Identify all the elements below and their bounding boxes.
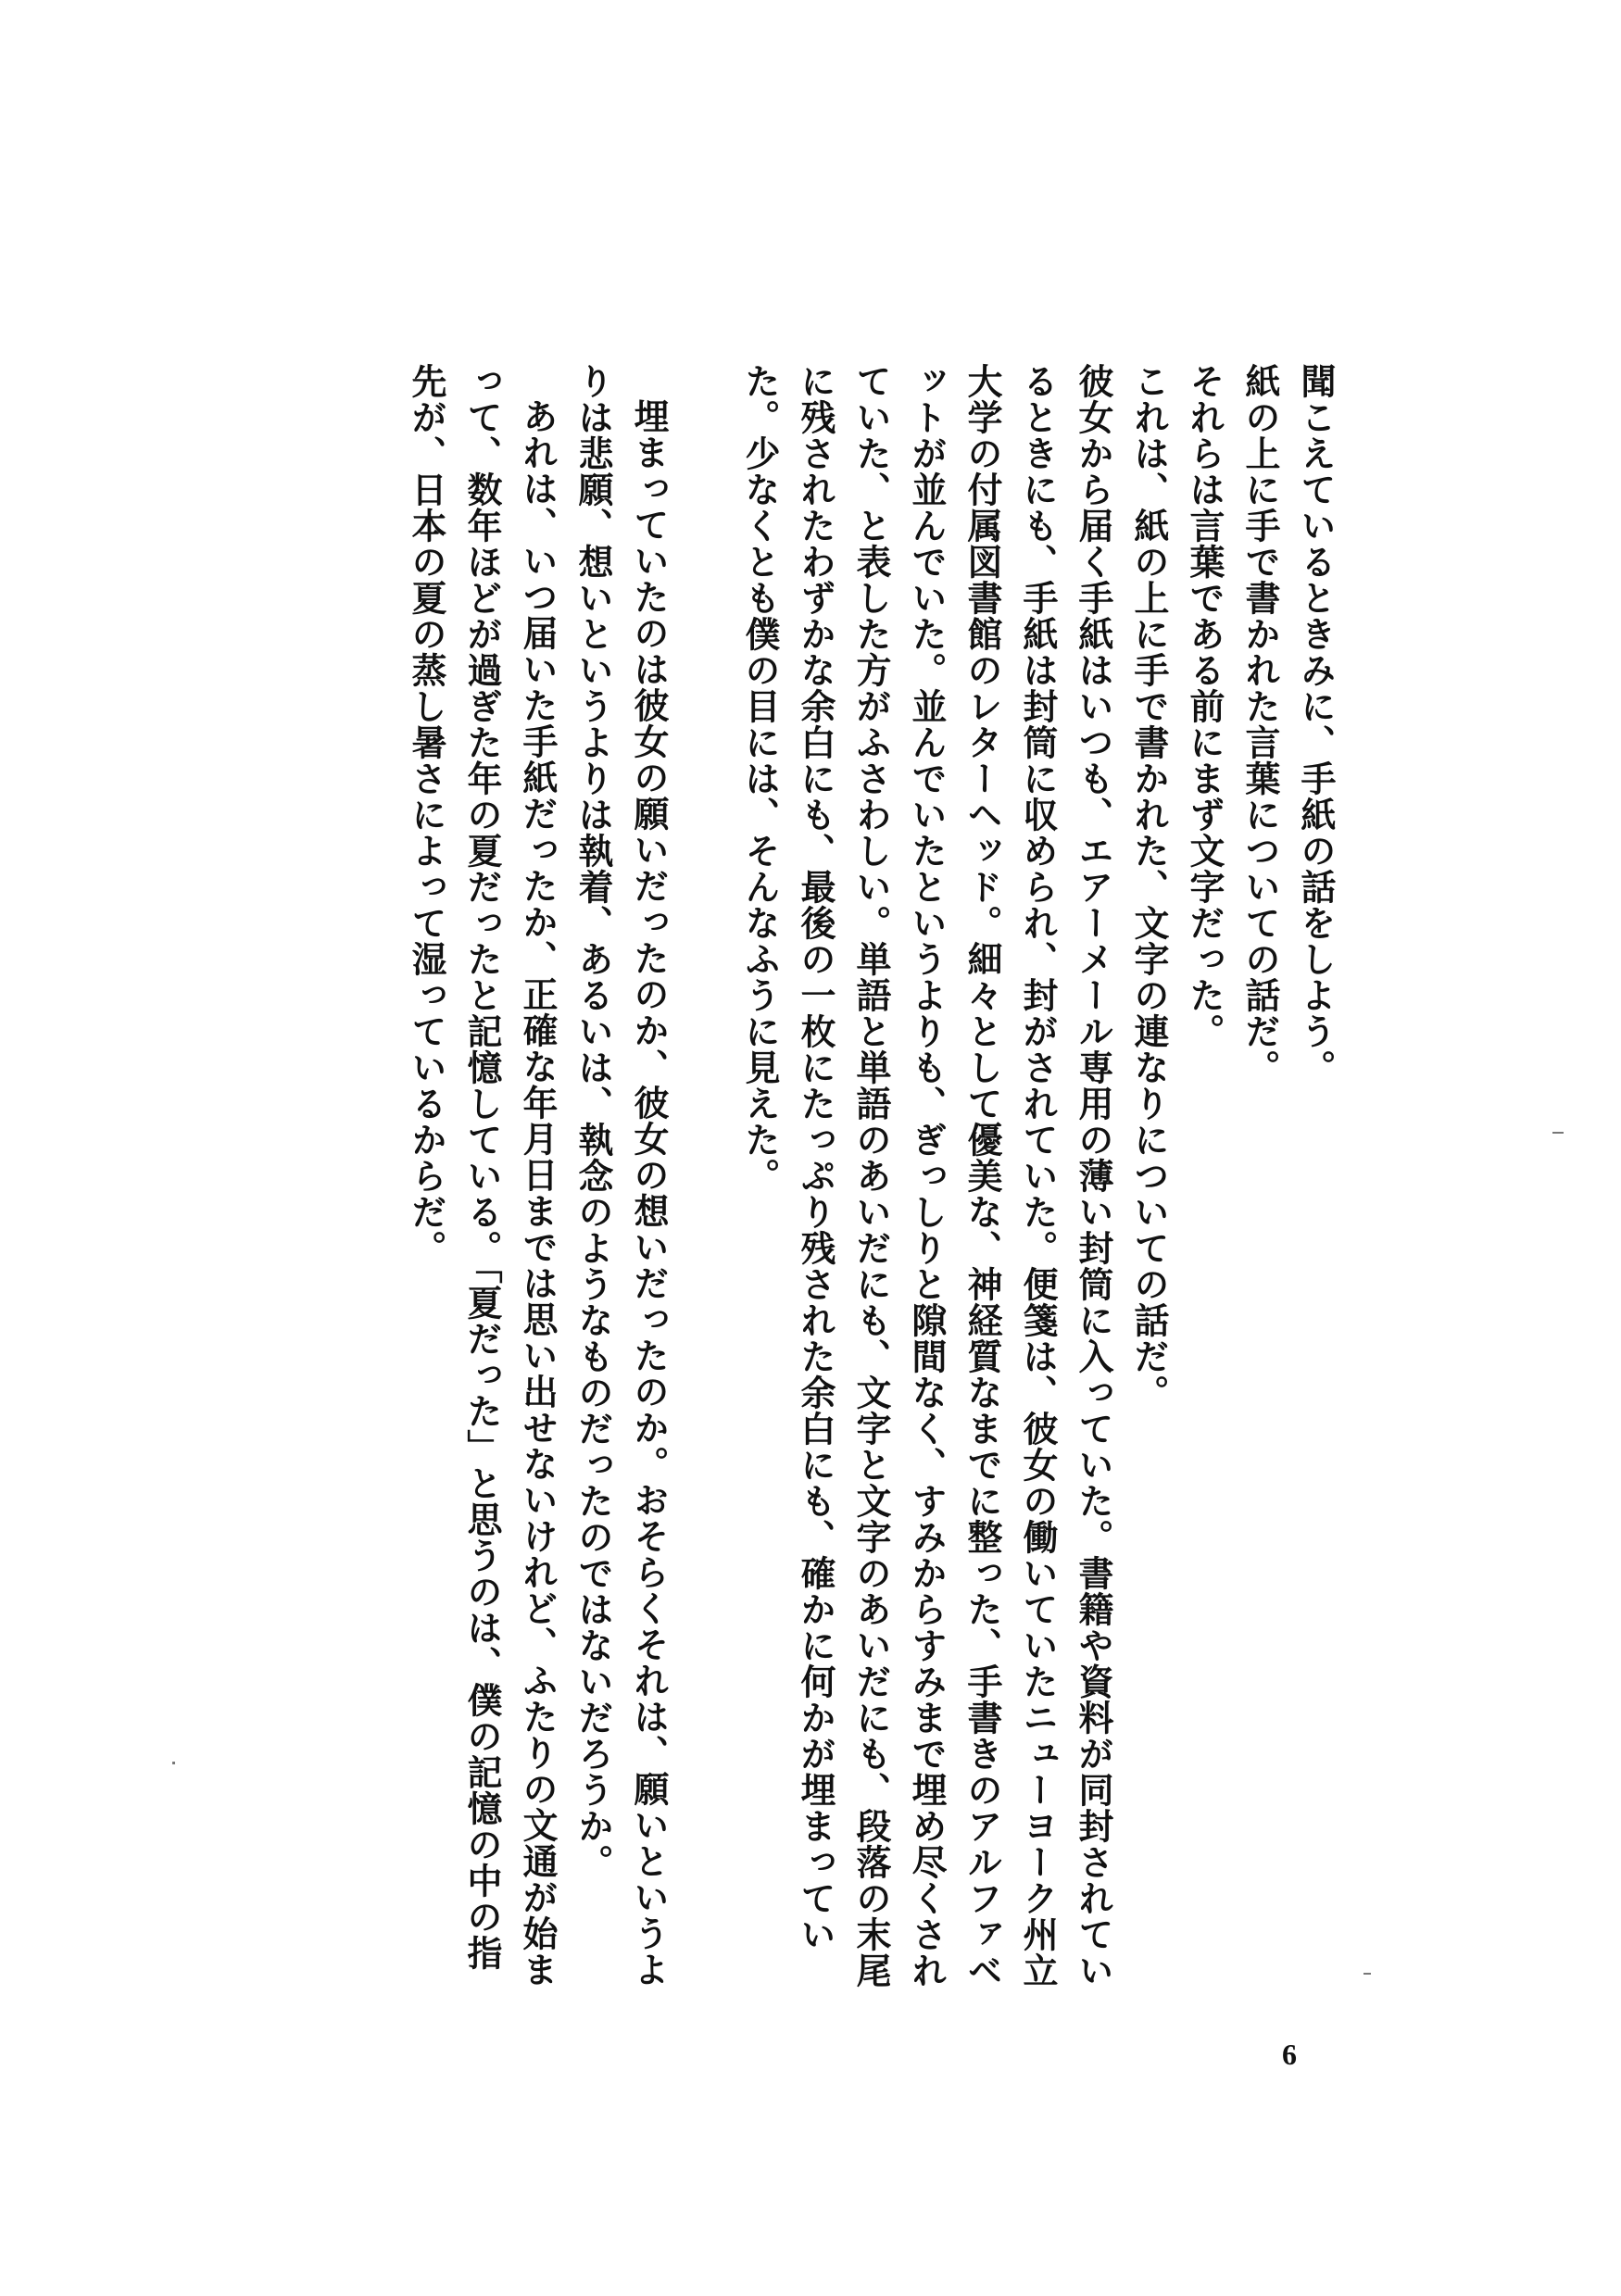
paragraph-6: 埋まっていたのは彼女の願いだったのか、彼女の想いだったのか。おそらくそれは、願いというよりは悲願、想いというよりは執着、あるいは、執念のようなものだったのではないだろうか。 — [572, 363, 670, 1988]
paragraph-2: 紙の上に手で書かれた言葉についての話だ。 — [1239, 363, 1281, 1085]
scan-speck — [1363, 1973, 1371, 1975]
paragraph-7: あれは、いつ届いた手紙だったか、正確な年月日までは思い出せないけれど、ふたりの文通が始まって、数年ほどが過ぎた年の夏だったと記憶している。「夏だった」と思うのは、僕の記憶の中の指先が、日本の夏の蒸し暑さによって湿っているからだ。 — [406, 363, 559, 1988]
body-text — [398, 363, 1343, 1993]
paragraph-1: 聞こえているときみに、手紙の話をしよう。 — [1295, 363, 1337, 1085]
scan-speck — [172, 1762, 175, 1764]
paragraph-3: それらは言葉である前にまず文字だった。 — [1184, 363, 1225, 1049]
paragraph-5: 彼女から届く手紙はいつも、エアーメール専用の薄い封筒に入っていた。書籍や資料が同封されているときにも、手紙は封筒に収められ、封がされていた。便箋は、彼女の働いていたニューヨーク州立大学の付属図書館のレターヘッド。細々として優美な、神経質なまでに整った、手書きのアルファベットが並んでいた。並んでいたというよりも、ぎっしりと隙間なく、すみからすみまで埋め尽くされていた、と表した方がふさわしい。単語と単語のあいだにも、文字と文字のあいだにも、段落の末尾に残されたわずかな余白にも、最後の一枚にたっぷり残された余白にも、確かに何かが埋まっていた。少なくとも僕の目には、そんなふうに見えた。 — [739, 363, 1114, 1989]
page-number: 6 — [1282, 2038, 1297, 2071]
paragraph-4: これは、紙の上に手で書かれた、文字の連なりについての話だ。 — [1128, 363, 1170, 1411]
scan-speck — [1552, 1132, 1564, 1134]
